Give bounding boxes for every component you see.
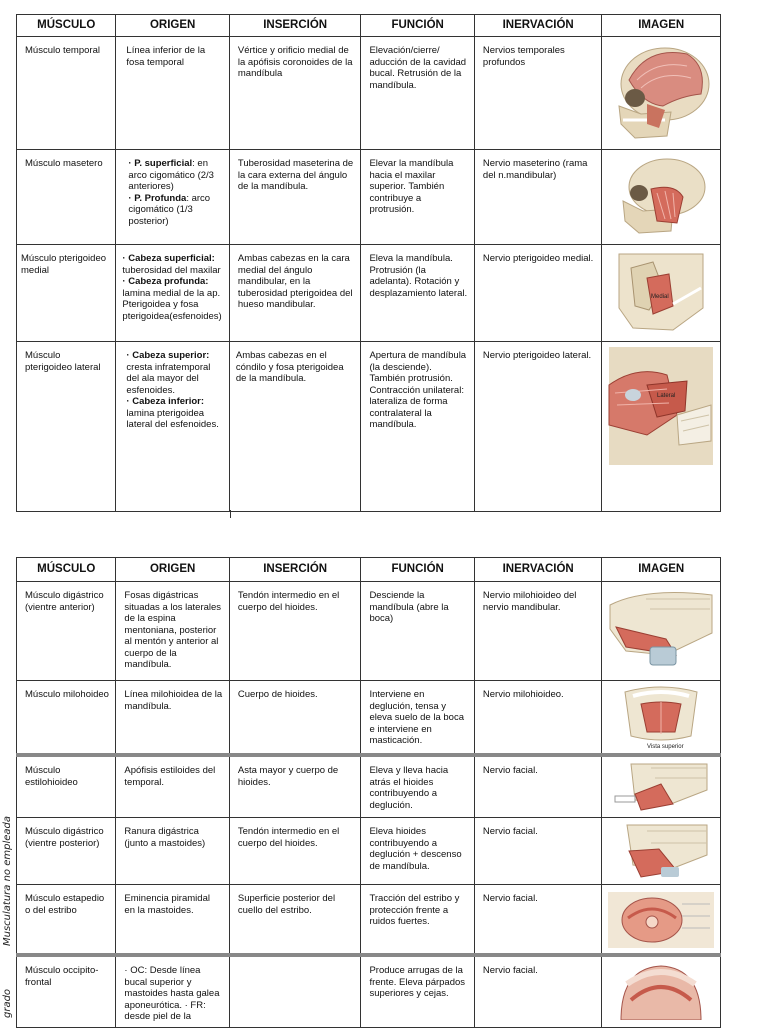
jaw-lateral-pterygoid-image <box>607 345 715 467</box>
table-row <box>17 755 721 818</box>
header-musculo: MÚSCULO <box>17 15 116 37</box>
header-funcion: FUNCIÓN <box>361 15 474 37</box>
cell-musculo: Músculo estapedio o del estribo <box>17 885 116 956</box>
cell-insercion <box>229 955 361 1027</box>
cell-imagen <box>602 681 721 756</box>
cell-imagen <box>602 582 721 681</box>
cell-funcion: Eleva y lleva hacia atrás el hioides contribuyendo a deglución. <box>361 755 474 818</box>
cell-origen: Apófisis estiloides del temporal. <box>116 755 229 818</box>
cell-inervacion: Nervio facial. <box>474 755 602 818</box>
cell-musculo: Músculo estilohioideo <box>17 755 116 818</box>
cell-imagen <box>602 342 721 512</box>
cell-origen: · Cabeza superficial: tuberosidad del maxilar · Cabeza profunda: lamina medial de la ap. Pterigoidea y fosa pterigoidea(esfenoides) <box>116 245 229 342</box>
divider-tick <box>230 510 231 518</box>
header-funcion: FUNCIÓN <box>361 558 474 582</box>
cell-imagen <box>602 818 721 885</box>
head-occipitofrontalis-image <box>611 960 711 1020</box>
cell-musculo: Músculo milohoideo <box>17 681 116 756</box>
header-insercion: INSERCIÓN <box>229 558 361 582</box>
table-row <box>17 681 721 756</box>
cell-insercion: Tuberosidad maseterina de la cara externa del ángulo de la mandíbula. <box>229 150 361 245</box>
cell-musculo: Músculo temporal <box>17 37 116 150</box>
ear-stapedius-image <box>606 888 716 950</box>
skull-masseter-muscle-image <box>613 153 709 237</box>
header-imagen: IMAGEN <box>602 558 721 582</box>
table-row <box>17 150 721 245</box>
cell-insercion: Tendón intermedio en el cuerpo del hioides. <box>229 818 361 885</box>
cell-origen: Eminencia piramidal en la mastoides. <box>116 885 229 956</box>
cell-inervacion: Nervio facial. <box>474 885 602 956</box>
cell-origen: · Cabeza superior: cresta infratemporal del ala mayor del esfenoides. · Cabeza inferior: lamina pterigoidea lateral del esfenoides. <box>116 342 229 512</box>
cell-origen: Línea inferior de la fosa temporal <box>116 37 229 150</box>
cell-insercion: Vértice y orificio medial de la apófisis coronoides de la mandíbula <box>229 37 361 150</box>
cell-insercion: Cuerpo de hioides. <box>229 681 361 756</box>
cell-origen: Ranura digástrica (junto a mastoides) <box>116 818 229 885</box>
header-imagen: IMAGEN <box>602 15 721 37</box>
cell-musculo: Músculo pterigoideo lateral <box>17 342 116 512</box>
cell-funcion: Eleva hioides contribuyendo a deglución + descenso de mandíbula. <box>361 818 474 885</box>
table-row <box>17 245 721 342</box>
cell-insercion: Superficie posterior del cuello del estribo. <box>229 885 361 956</box>
cell-inervacion: Nervio facial. <box>474 955 602 1027</box>
cell-inervacion: Nervio pterigoideo lateral. <box>474 342 602 512</box>
jaw-digastric-anterior-image <box>606 585 716 671</box>
cell-imagen <box>602 755 721 818</box>
cell-origen: Línea milohioidea de la mandíbula. <box>116 681 229 756</box>
header-origen: ORIGEN <box>116 15 229 37</box>
header-inervacion: INERVACIÓN <box>474 15 602 37</box>
image-label: Medial <box>651 294 669 300</box>
handwritten-side-note-2: grado <box>2 988 13 1018</box>
table-header-row <box>17 15 721 37</box>
table-row <box>17 37 721 150</box>
cell-inervacion: Nervio milohioideo del nervio mandibular. <box>474 582 602 681</box>
jaw-stylohyoid-image <box>611 760 711 814</box>
handwritten-side-note: Musculatura no empleada <box>2 815 13 946</box>
table-header-row <box>17 558 721 582</box>
cell-inervacion: Nervio pterigoideo medial. <box>474 245 602 342</box>
cell-imagen <box>602 37 721 150</box>
cell-funcion: Desciende la mandíbula (abre la boca) <box>361 582 474 681</box>
cell-funcion: Interviene en deglución, tensa y eleva suelo de la boca e interviene en masticación. <box>361 681 474 756</box>
table-row <box>17 342 721 512</box>
image-label: Lateral <box>657 393 676 399</box>
cell-imagen <box>602 245 721 342</box>
cell-imagen <box>602 150 721 245</box>
cell-musculo: Músculo digástrico (vientre anterior) <box>17 582 116 681</box>
cell-origen: Fosas digástricas situadas a los laterales de la espina mentoniana, posterior al mentón y anterior al cuerpo de la mandíbula. <box>116 582 229 681</box>
cell-origen: · OC: Desde línea bucal superior y mastoides hasta galea aponeurótica. · FR: desde piel de la <box>116 955 229 1027</box>
table-row <box>17 955 721 1027</box>
muscle-table-2 <box>16 557 721 1028</box>
header-insercion: INSERCIÓN <box>229 15 361 37</box>
header-musculo: MÚSCULO <box>17 558 116 582</box>
image-label: Vista superior <box>647 744 684 750</box>
cell-inervacion: Nervios temporales profundos <box>474 37 602 150</box>
cell-imagen <box>602 885 721 956</box>
cell-inervacion: Nervio facial. <box>474 818 602 885</box>
header-inervacion: INERVACIÓN <box>474 558 602 582</box>
cell-funcion: Produce arrugas de la frente. Eleva párpados superiores y cejas. <box>361 955 474 1027</box>
cell-musculo: Músculo digástrico (vientre posterior) <box>17 818 116 885</box>
cell-funcion: Elevación/cierre/ aducción de la cavidad bucal. Retrusión de la mandíbula. <box>361 37 474 150</box>
cell-inervacion: Nervio milohioideo. <box>474 681 602 756</box>
jaw-medial-pterygoid-image <box>613 248 709 334</box>
table-row <box>17 582 721 681</box>
muscle-table-1 <box>16 14 721 512</box>
cell-funcion: Elevar la mandíbula hacia el maxilar superior. También contribuye a protrusión. <box>361 150 474 245</box>
cell-inervacion: Nervio maseterino (rama del n.mandibular) <box>474 150 602 245</box>
cell-origen: · P. superficial: en arco cigomático (2/3 anteriores) · P. Profunda: arco cigomático (1/3 posterior) <box>116 150 229 245</box>
cell-insercion: Ambas cabezas en la cara medial del ángulo mandibular, en la tuberosidad pterigoidea del hueso mandibular. <box>229 245 361 342</box>
cell-insercion: Tendón intermedio en el cuerpo del hioides. <box>229 582 361 681</box>
table-row <box>17 818 721 885</box>
header-origen: ORIGEN <box>116 558 229 582</box>
cell-musculo: Músculo occipito-frontal <box>17 955 116 1027</box>
cell-funcion: Apertura de mandíbula (la desciende). También protrusión. Contracción unilateral: lateraliza de forma contralateral la mandíbula. <box>361 342 474 512</box>
cell-funcion: Eleva la mandíbula. Protrusión (la adelanta). Rotación y desplazamiento lateral. <box>361 245 474 342</box>
cell-insercion: Ambas cabezas en el cóndilo y fosa pterigoidea de la mandíbula. <box>229 342 361 512</box>
cell-musculo: Músculo pterigoideo medial <box>17 245 116 342</box>
cell-insercion: Asta mayor y cuerpo de hioides. <box>229 755 361 818</box>
skull-temporal-muscle-image <box>607 40 715 144</box>
mandible-mylohyoid-image <box>611 684 711 750</box>
table-row <box>17 885 721 956</box>
cell-musculo: Músculo masetero <box>17 150 116 245</box>
cell-funcion: Tracción del estribo y protección frente a ruidos fuertes. <box>361 885 474 956</box>
jaw-digastric-posterior-image <box>611 821 711 881</box>
cell-imagen <box>602 955 721 1027</box>
